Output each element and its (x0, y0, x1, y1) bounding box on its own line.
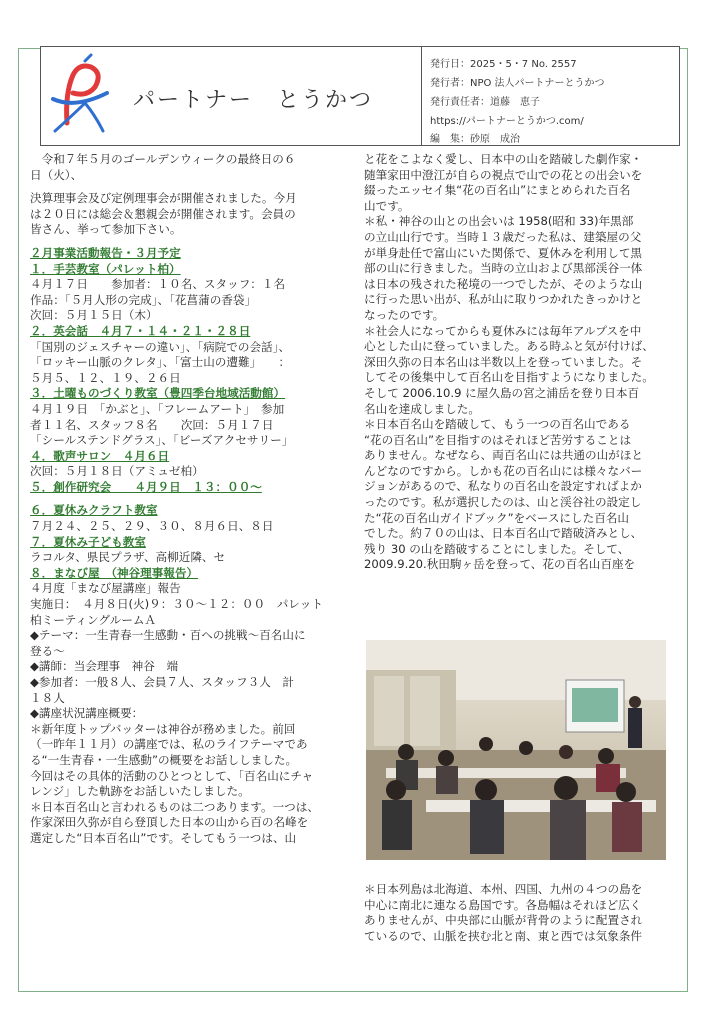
text-line: 皆さん、挙って参加下さい。 (30, 222, 182, 237)
text-line: 名山を達成しました。 (364, 401, 480, 416)
text-line: ＊日本列島は北海道、本州、四国、九州の４つの島を (364, 882, 643, 896)
lecture-photo (366, 640, 666, 860)
text-line: が単身赴任で富山にいた関係で、夏休みを利用して黒 (364, 245, 643, 260)
text-line: 部の山に行きました。当時の立山および黒部渓谷一体 (364, 261, 643, 276)
text-line: 綴ったエッセイ集“花の百名山”にまとめられた百名 (364, 183, 631, 198)
website-url[interactable]: https://パートナーとうかつ.com/ (430, 116, 584, 127)
text-line: 登る～ (30, 643, 65, 658)
text-line: は日本の残された秘境の一つでしたが、そのような山 (364, 276, 643, 291)
text-line: ているので、山脈を挟む北と南、東と西では気象条件 (364, 928, 643, 943)
text-line: 決算理事会及び定例理事会が開催されました。今月 (30, 191, 297, 206)
item-heading: ８．まなび屋 （神谷理事報告） (30, 565, 199, 580)
text-line: なったのです。 (364, 307, 445, 322)
text-line: 2009.9.20.秋田駒ヶ岳を登って、花の百名山百座を (364, 557, 636, 572)
text-line: ったのです。私が選択したのは、山と渓谷社の設定し (364, 495, 642, 510)
right-column (364, 152, 684, 573)
publisher: 発行者：NPO 法人パートナーとうかつ (430, 78, 605, 89)
right-column-bottom (364, 882, 684, 944)
item-heading: ４．歌声サロン ４月６日 (30, 448, 170, 463)
text-line: た“花の百名山ガイドブック”をベースにした百名山 (364, 510, 629, 525)
text-line: 随筆家田中澄江が自らの視点で山での花との出会いを (364, 167, 643, 182)
text-line: ◆参加者：一般８人、会員７人、スタッフ３人 計 (30, 675, 294, 689)
text-line: ありませんが、中央部に山脈が背骨のように配置され (364, 913, 643, 928)
text-line: 山です。 (364, 198, 410, 213)
text-line: る“一生青春・一生感動”の概要をお話ししました。 (30, 752, 298, 767)
text-line: 作家深田久弥が自ら登頂した日本の山から百の名峰を (30, 815, 309, 830)
item-heading: １．手芸教室（パレット柏） (30, 261, 181, 276)
text-line: と花をこよなく愛し、日本中の山を踏破した劇作家・ (364, 152, 643, 166)
text-line: 残り 30 の山を踏破することにしました。そして、 (364, 541, 630, 556)
newsletter-header (40, 46, 680, 146)
text-line: でした。約７０の山は、日本百名山で踏破済みとし、 (364, 526, 643, 541)
text-line: んどなのですから。しかも花の百名山には様々なバー (364, 463, 643, 478)
text-line: ラコルタ、県民プラザ、高柳近隣、セ (30, 550, 226, 565)
item-heading: ７．夏休み子ども教室 (30, 534, 146, 549)
item-heading: ３．土曜ものづくり教室（豊四季台地域活動館） (30, 386, 286, 401)
item-heading: ６．夏休みクラフト教室 (30, 503, 158, 518)
text-line: 「国別のジェスチャーの違い」、「病院での会話」、 (30, 339, 291, 354)
text-line: そして 2006.10.9 に屋久島の宮之浦岳を登り日本百 (364, 385, 640, 400)
text-line: 次回：５月１８日（アミュゼ柏） (30, 464, 204, 479)
text-line: に行った思い出が、私が山に取りつかれたきっかけと (364, 292, 643, 307)
item-heading: ５．創作研究会 ４月９日 １３：００～ (30, 479, 262, 494)
text-line: ありません。なぜなら、両百名山には共通の山がほと (364, 448, 643, 463)
text-line: 今回はその具体的活動のひとつとして、「百名山にチャ (30, 768, 314, 783)
text-line: ジョンがあるので、私なりの百名山を設定すればよか (364, 479, 642, 494)
text-line: 次回：５月１５日（木） (30, 308, 158, 323)
item-heading: ２．英会話 ４月７・１４・２１・２８日 (30, 323, 251, 338)
editor: 編 集：砂原 成治 (430, 134, 520, 145)
text-line: （一昨年１１月）の講座では、私のライフテーマであ (30, 737, 308, 752)
text-line: ＊日本百名山を踏破して、もう一つの百名山である (364, 417, 631, 432)
masthead-info (421, 47, 682, 145)
text-line: ＊社会人になってからも夏休みには毎年アルプスを中 (364, 323, 642, 338)
text-line: ５月５、１２、１９、２６日 (30, 370, 181, 385)
text-line: は２０日には総会＆懇親会が開催されます。会員の (30, 206, 296, 221)
text-line: ７月２４、２５、２９、３０、８月６日、８日 (30, 519, 274, 534)
lecture-room-illustration (366, 640, 666, 860)
responsible-person: 発行責任者：道藤 恵子 (430, 97, 540, 108)
section-heading-report: ２月事業活動報告・３月予定 (30, 245, 181, 260)
left-column (30, 152, 352, 847)
text-line: 令和７年５月のゴールデンウィークの最終日の６ (30, 152, 296, 166)
text-line: 柏ミーティングルームＡ (30, 612, 157, 627)
text-line: ◆講師：当会理事 神谷 端 (30, 659, 179, 674)
text-line: ＊日本百名山と言われるものは二つあります。一つは、 (30, 799, 319, 814)
partner-logo-icon (45, 53, 115, 135)
issue-date: 発行日：2025・5・7 No. 2557 (430, 59, 577, 70)
text-line: 者１１名、スタッフ８名 次回：５月１７日 (30, 417, 274, 432)
text-line: 中心に南北に連なる島国です。各島幅はそれほど広く (364, 897, 642, 912)
newsletter-title: パートナー とうかつ (133, 88, 374, 113)
text-line: レンジ」した軌跡をお話しいたしました。 (30, 784, 250, 799)
text-line: 「シールステンドグラス」、「ビーズアクセサリー」 (30, 433, 294, 448)
text-line: ＊新年度トップバッターは神谷が務めました。前回 (30, 721, 296, 736)
text-line: の立山山行です。当時１３歳だった私は、建築屋の父 (364, 229, 642, 244)
text-line: 実施日： ４月８日(火)９：３０～１２：００ パレット (30, 597, 323, 612)
text-line: 深田久弥の日本名山は半数以上を登っていました。そ (364, 354, 643, 369)
text-line: ４月１９日 「かぶと」、「フレームアート」 参加 (30, 401, 285, 416)
text-line: ＊私・神谷の山との出会いは 1958(昭和 33)年黒部 (364, 214, 634, 229)
text-line: 日（火）、 (30, 167, 83, 182)
text-line: 「ロッキー山脈のクレタ」、「富士山の遭難」 ： (30, 355, 291, 370)
text-line: 心とした山に登っていました。ある時ふと気が付けば、 (364, 339, 654, 354)
text-line: “花の百名山”を目指すのはそれほど苦労することは (364, 432, 632, 447)
text-line: １８人 (30, 690, 65, 705)
text-line: ◆テーマ：一生青春一生感動・百への挑戦～百名山に (30, 628, 306, 643)
text-line: 作品：「５月人形の完成」、「花菖蒲の香袋」 (30, 292, 257, 307)
text-line: 選定した“日本百名山”です。そしてもう一つは、山 (30, 830, 297, 845)
text-line: ４月１７日 参加者：１０名、スタッフ：１名 (30, 277, 286, 292)
text-line: ４月度「まなび屋講座」報告 (30, 581, 181, 596)
text-line: してその後集中して百名山を目指すようになりました。 (364, 370, 654, 385)
text-line: ◆講座状況講座概要： (30, 706, 144, 721)
